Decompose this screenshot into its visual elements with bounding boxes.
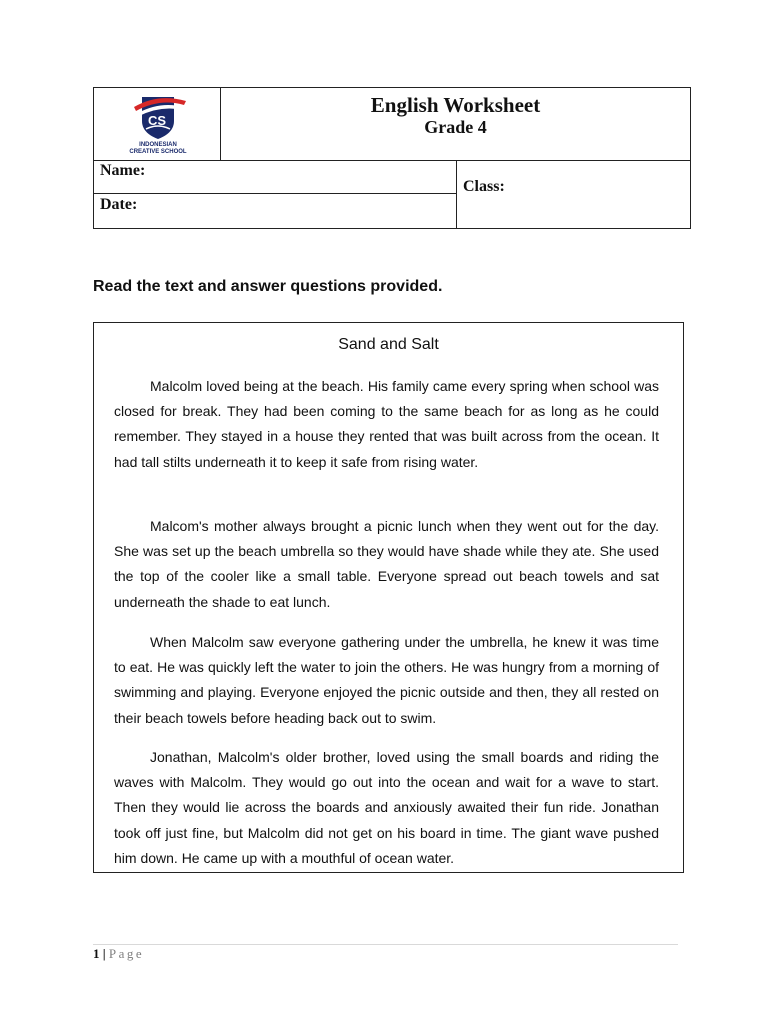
header-table	[93, 87, 691, 229]
instruction-text: Read the text and answer questions provided.	[93, 278, 443, 295]
story-paragraph: Malcom's mother always brought a picnic lunch when they went out for the day. She was set up the beach umbrella so they would have shade while they ate. She used the top of the cooler like a small table. Everyone spread out beach towels and sat underneath the shade to eat lunch.	[114, 518, 659, 610]
date-field[interactable]	[94, 194, 457, 229]
page-label: Page	[108, 946, 145, 961]
grade-label: Grade 4	[424, 117, 487, 137]
page-number: 1	[93, 946, 100, 961]
title-cell	[221, 88, 690, 160]
story-paragraph: Jonathan, Malcolm's older brother, loved using the small boards and riding the waves with Malcolm. They would go out into the ocean and wait for a wave to start. Then they would lie across the boards and anxiously awaited their fun ride. Jonathan took off just fine, but Malcolm did not get on his board in time. The giant wave pushed him down. He came up with a mouthful of ocean water.	[114, 749, 659, 866]
class-label: Class:	[463, 178, 505, 195]
logo-cell	[94, 88, 221, 160]
worksheet-title: English Worksheet	[370, 93, 541, 117]
logo-text-line-2: CREATIVE SCHOOL	[129, 149, 187, 155]
svg-text:CS: CS	[148, 113, 167, 128]
story-title: Sand and Salt	[338, 336, 439, 353]
class-field[interactable]	[457, 160, 690, 229]
date-label: Date:	[100, 196, 138, 213]
name-label: Name:	[100, 162, 146, 179]
footer-separator: |	[102, 946, 106, 961]
footer-divider	[93, 944, 678, 945]
story-paragraph: When Malcolm saw everyone gathering under the umbrella, he knew it was time to eat. He was quickly left the water to join the others. He was hungry from a morning of swimming and playing. Everyone enjoyed the picnic outside and then, they all rested on their beach towels before heading back out to swim.	[114, 634, 659, 726]
name-field[interactable]	[94, 160, 457, 194]
story-box	[93, 322, 684, 873]
logo-text-line-1: INDONESIAN	[139, 142, 177, 148]
school-logo	[114, 91, 202, 157]
page-footer	[93, 946, 144, 962]
story-paragraph: Malcolm loved being at the beach. His family came every spring when school was closed for break. They had been coming to the same beach for as long as he could remember. They stayed in a house they rented that was built across from the ocean. It had tall stilts underneath it to keep it safe from rising water.	[114, 378, 659, 470]
school-shield-icon	[114, 91, 202, 141]
